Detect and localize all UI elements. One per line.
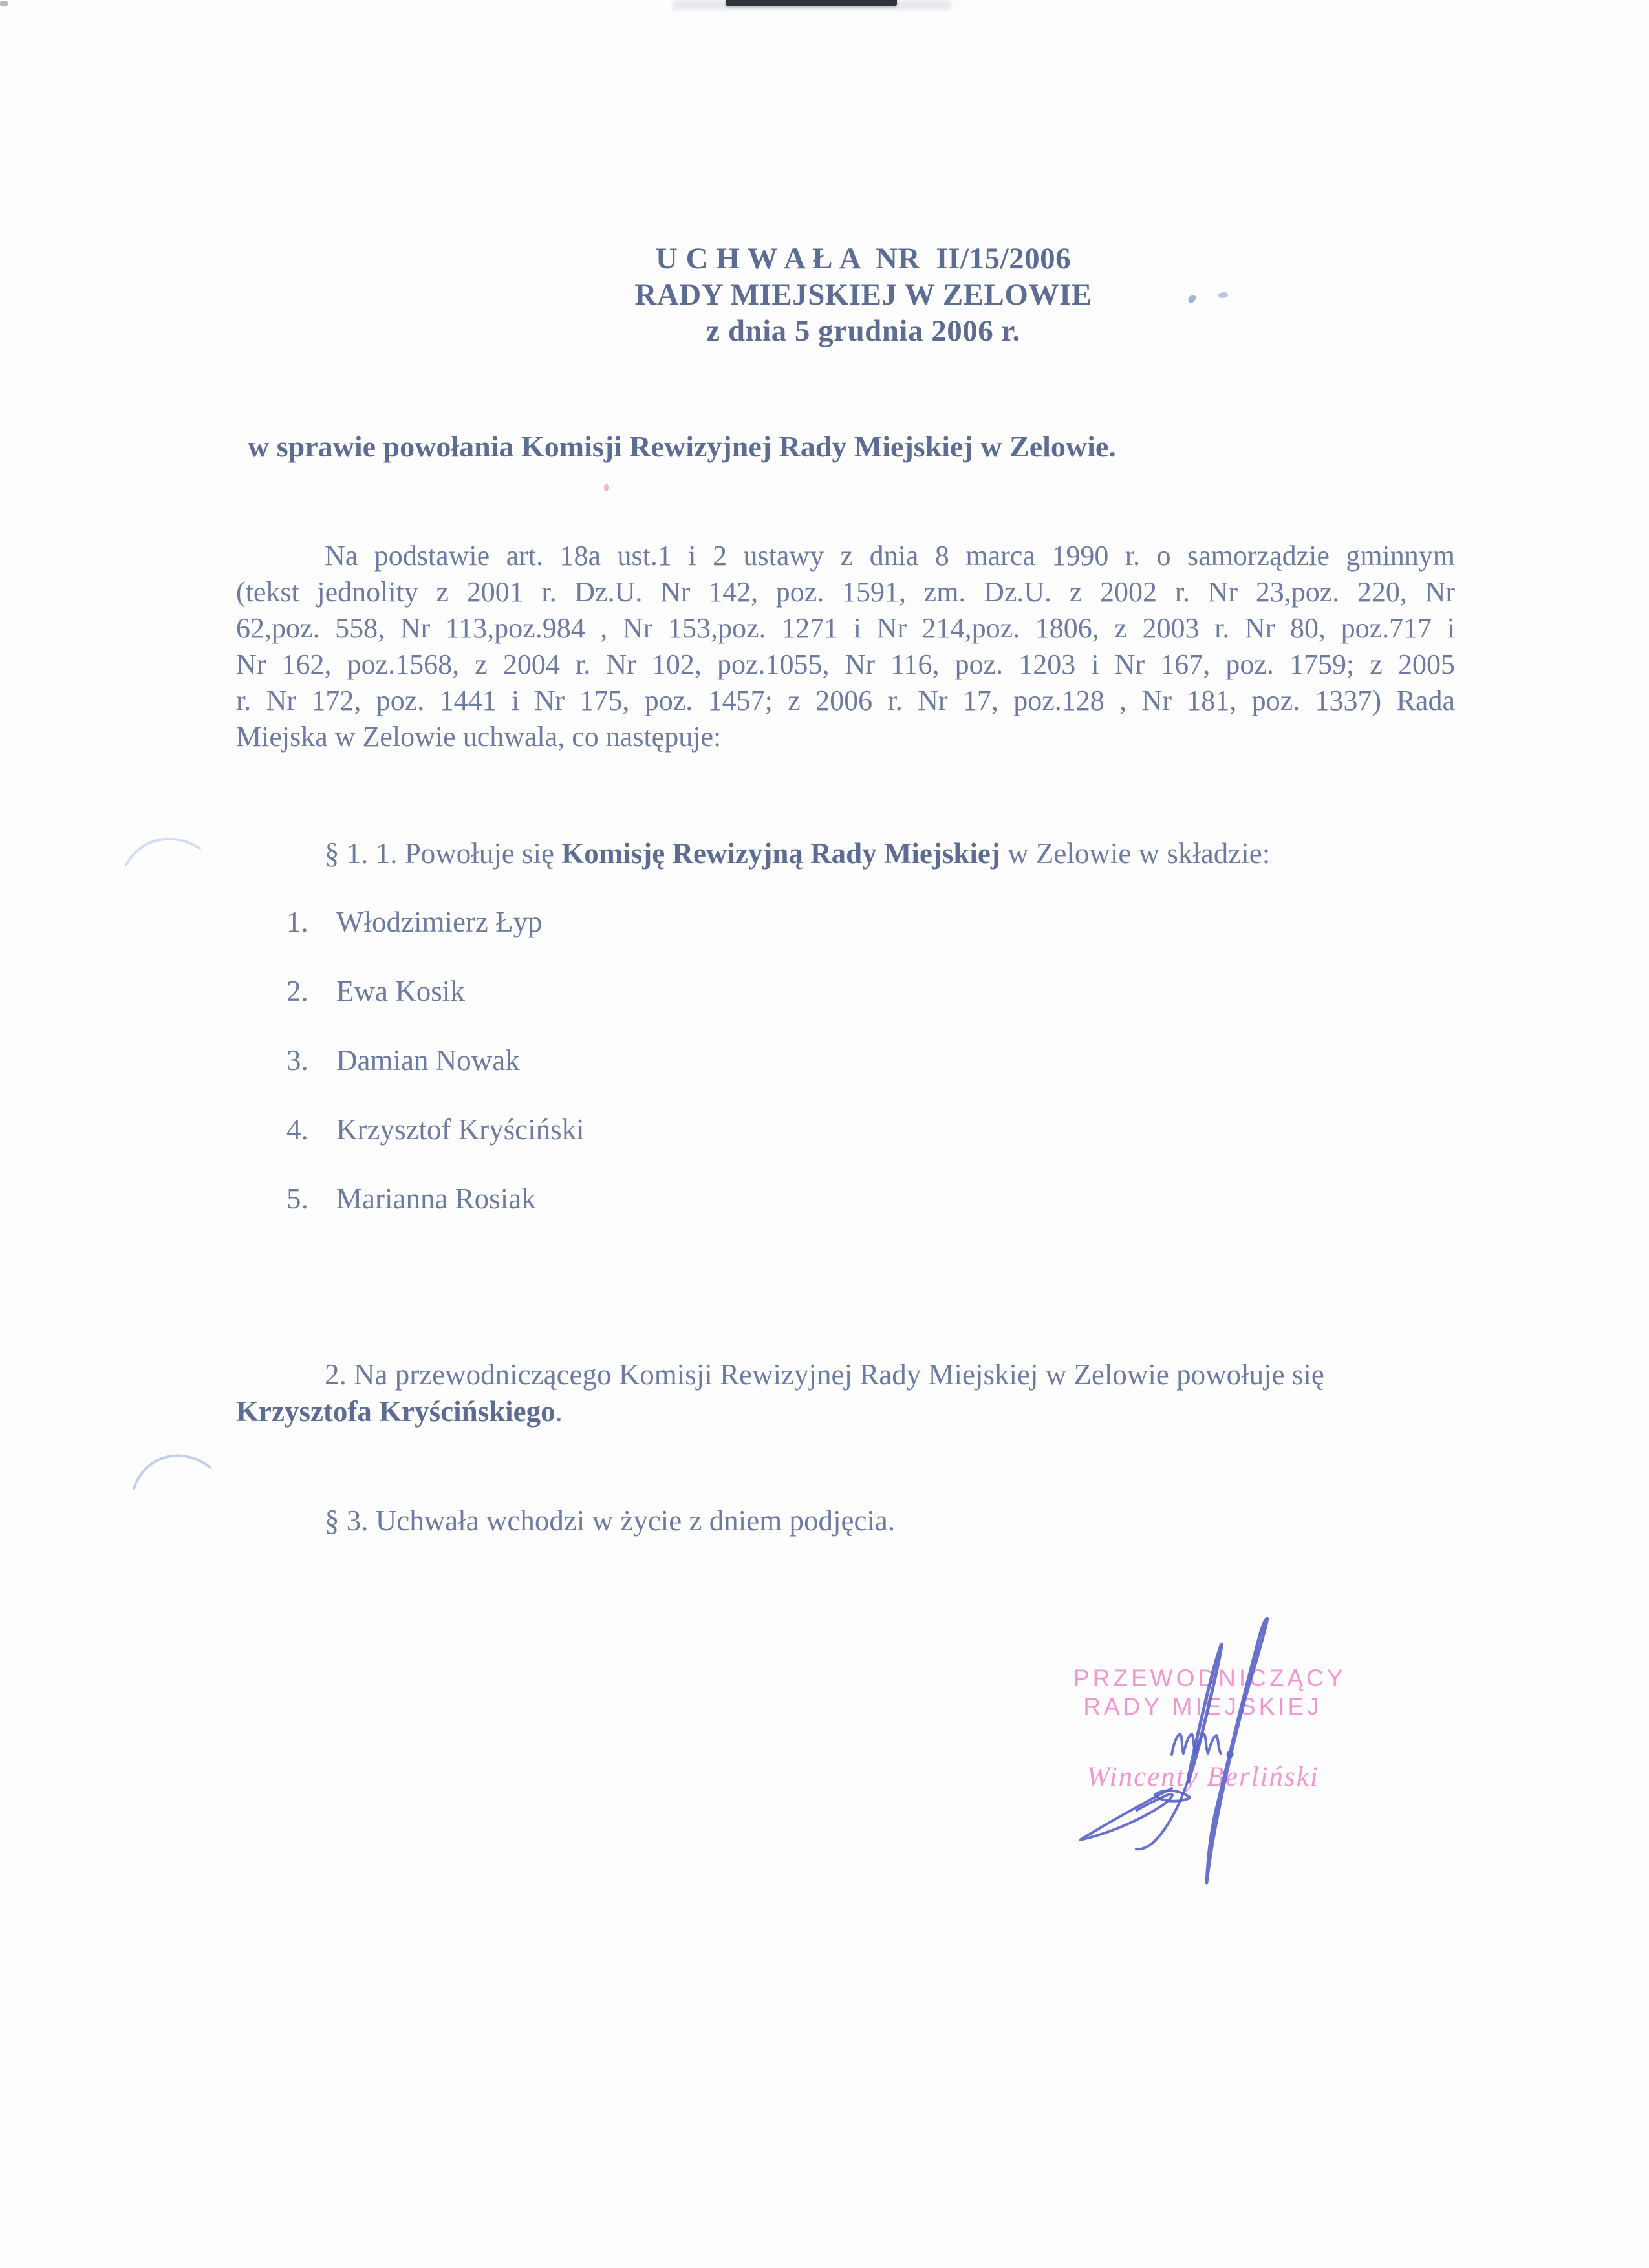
title-date: z dnia 5 grudnia 2006 r. [706, 314, 1020, 348]
ink-speck-pink [604, 484, 609, 491]
title-resolution-number: U C H W A Ł A NR II/15/2006 [655, 242, 1072, 275]
member-name: Włodzimierz Łyp [336, 906, 543, 938]
stamp-chairman-name: Wincenty Berliński [1086, 1762, 1319, 1792]
section-2-paragraph [236, 1356, 1455, 1430]
signature-scribble [1035, 1565, 1346, 1888]
committee-member-list [286, 905, 585, 1251]
section-1-committee-name: Komisję Rewizyjną Rady Miejskiej [561, 837, 1000, 870]
list-item [286, 974, 585, 1043]
legal-basis-paragraph [236, 538, 1455, 755]
scan-artifact-top-bar [726, 0, 897, 6]
subject-line: w sprawie powołania Komisji Rewizyjnej Rady Miejskiej w Zelowie. [248, 430, 1116, 463]
scan-artifact-arc [126, 1440, 220, 1508]
signature-stroke [1189, 1644, 1222, 1782]
list-item [286, 1043, 585, 1113]
legal-line: Nr 162, poz.1568, z 2004 r. Nr 102, poz.1055, Nr 116, poz. 1203 i Nr 167, poz. 1759; z 2005 [236, 648, 1455, 680]
section-1-heading [325, 837, 1270, 870]
document-title [87, 241, 1639, 349]
member-number: 1. [286, 906, 308, 938]
scan-artifact-corner-speck [0, 1, 8, 6]
section-2-line2 [236, 1393, 1455, 1430]
signature-stroke [1080, 1788, 1172, 1840]
scan-artifact-arc [120, 828, 207, 889]
section-1-prefix: § 1. 1. Powołuje się [325, 837, 562, 870]
chairman-name: Krzysztofa Kryścińskiego [236, 1395, 555, 1428]
list-item [286, 1113, 585, 1182]
member-name: Krzysztof Kryściński [336, 1113, 585, 1146]
stamp-title-line2: RADY MIEJSKIEJ [1083, 1693, 1322, 1720]
legal-line: (tekst jednolity z 2001 r. Dz.U. Nr 142, poz. 1591, zm. Dz.U. z 2002 r. Nr 23,poz. 220, Nr [236, 576, 1455, 608]
member-number: 4. [286, 1113, 308, 1146]
legal-line: r. Nr 172, poz. 1441 i Nr 175, poz. 1457; z 2006 r. Nr 17, poz.128 , Nr 181, poz. 1337) Rada [236, 685, 1455, 716]
section-2-line1: 2. Na przewodniczącego Komisji Rewizyjnej Rady Miejskiej w Zelowie powołuje się [325, 1358, 1324, 1391]
legal-line: Miejska w Zelowie uchwala, co następuje: [236, 721, 722, 753]
section-1-suffix: w Zelowie w składzie: [1000, 837, 1271, 870]
member-number: 3. [286, 1044, 308, 1076]
section-3-paragraph: § 3. Uchwała wchodzi w życie z dniem podjęcia. [325, 1504, 896, 1537]
section-2-suffix: . [555, 1395, 563, 1428]
list-item [286, 905, 585, 974]
stamp-title-line1: PRZEWODNICZĄCY [1073, 1665, 1346, 1691]
member-number: 5. [286, 1182, 308, 1215]
member-name: Damian Nowak [336, 1044, 520, 1076]
list-item [286, 1182, 585, 1251]
member-name: Marianna Rosiak [336, 1182, 536, 1215]
legal-line: Na podstawie art. 18a ust.1 i 2 ustawy z dnia 8 marca 1990 r. o samorządzie gminnym [325, 540, 1455, 572]
signature-stroke [1136, 1778, 1189, 1849]
member-number: 2. [286, 975, 308, 1007]
title-council-name: RADY MIEJSKIEJ W ZELOWIE [634, 278, 1092, 312]
member-name: Ewa Kosik [336, 975, 465, 1007]
legal-line: 62,poz. 558, Nr 113,poz.984 , Nr 153,poz. 1271 i Nr 214,poz. 1806, z 2003 r. Nr 80, poz.717 i [236, 612, 1455, 644]
